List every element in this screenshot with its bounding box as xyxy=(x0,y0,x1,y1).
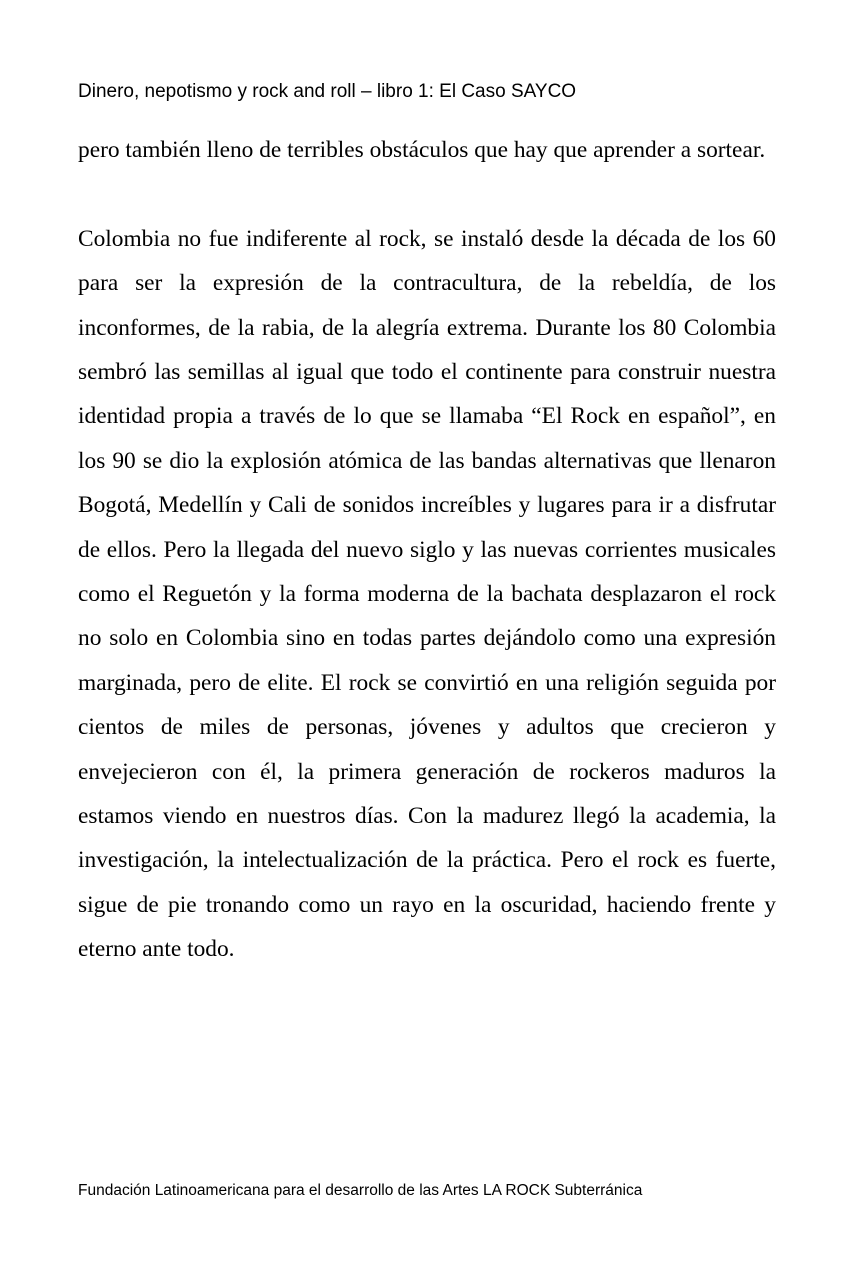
paragraph-colombia-rock: Colombia no fue indiferente al rock, se instaló desde la década de los 60 para ser la expresión de la contracultura, de la rebeldía, de los inconformes, de la rabia, de la alegría extrema. Durante los 80 Colombia sembró las semillas al igual que todo el continente para construir nuestra identidad propia a través de lo que se llamaba “El Rock en español”, en los 90 se dio la explosión atómica de las bandas alternativas que llenaron Bogotá, Medellín y Cali de sonidos increíbles y lugares para ir a disfrutar de ellos. Pero la llegada del nuevo siglo y las nuevas corrientes musicales como el Reguetón y la forma moderna de la bachata desplazaron el rock no solo en Colombia sino en todas partes dejándolo como una expresión marginada, pero de elite. El rock se convirtió en una religión seguida por cientos de miles de personas, jóvenes y adultos que crecieron y envejecieron con él, la primera generación de rockeros maduros la estamos viendo en nuestros días. Con la madurez llegó la academia, la investigación, la intelectualización de la práctica. Pero el rock es fuerte, sigue de pie tronando como un rayo en la oscuridad, haciendo frente y eterno ante todo. xyxy=(78,225,776,963)
paragraph-continuation: pero también lleno de terribles obstáculos que hay que aprender a sortear. xyxy=(78,137,766,163)
running-header: Dinero, nepotismo y rock and roll – libro 1: El Caso SAYCO xyxy=(78,81,577,102)
running-footer: Fundación Latinoamericana para el desarrollo de las Artes LA ROCK Subterránica xyxy=(78,1182,643,1199)
body-text xyxy=(78,128,776,972)
